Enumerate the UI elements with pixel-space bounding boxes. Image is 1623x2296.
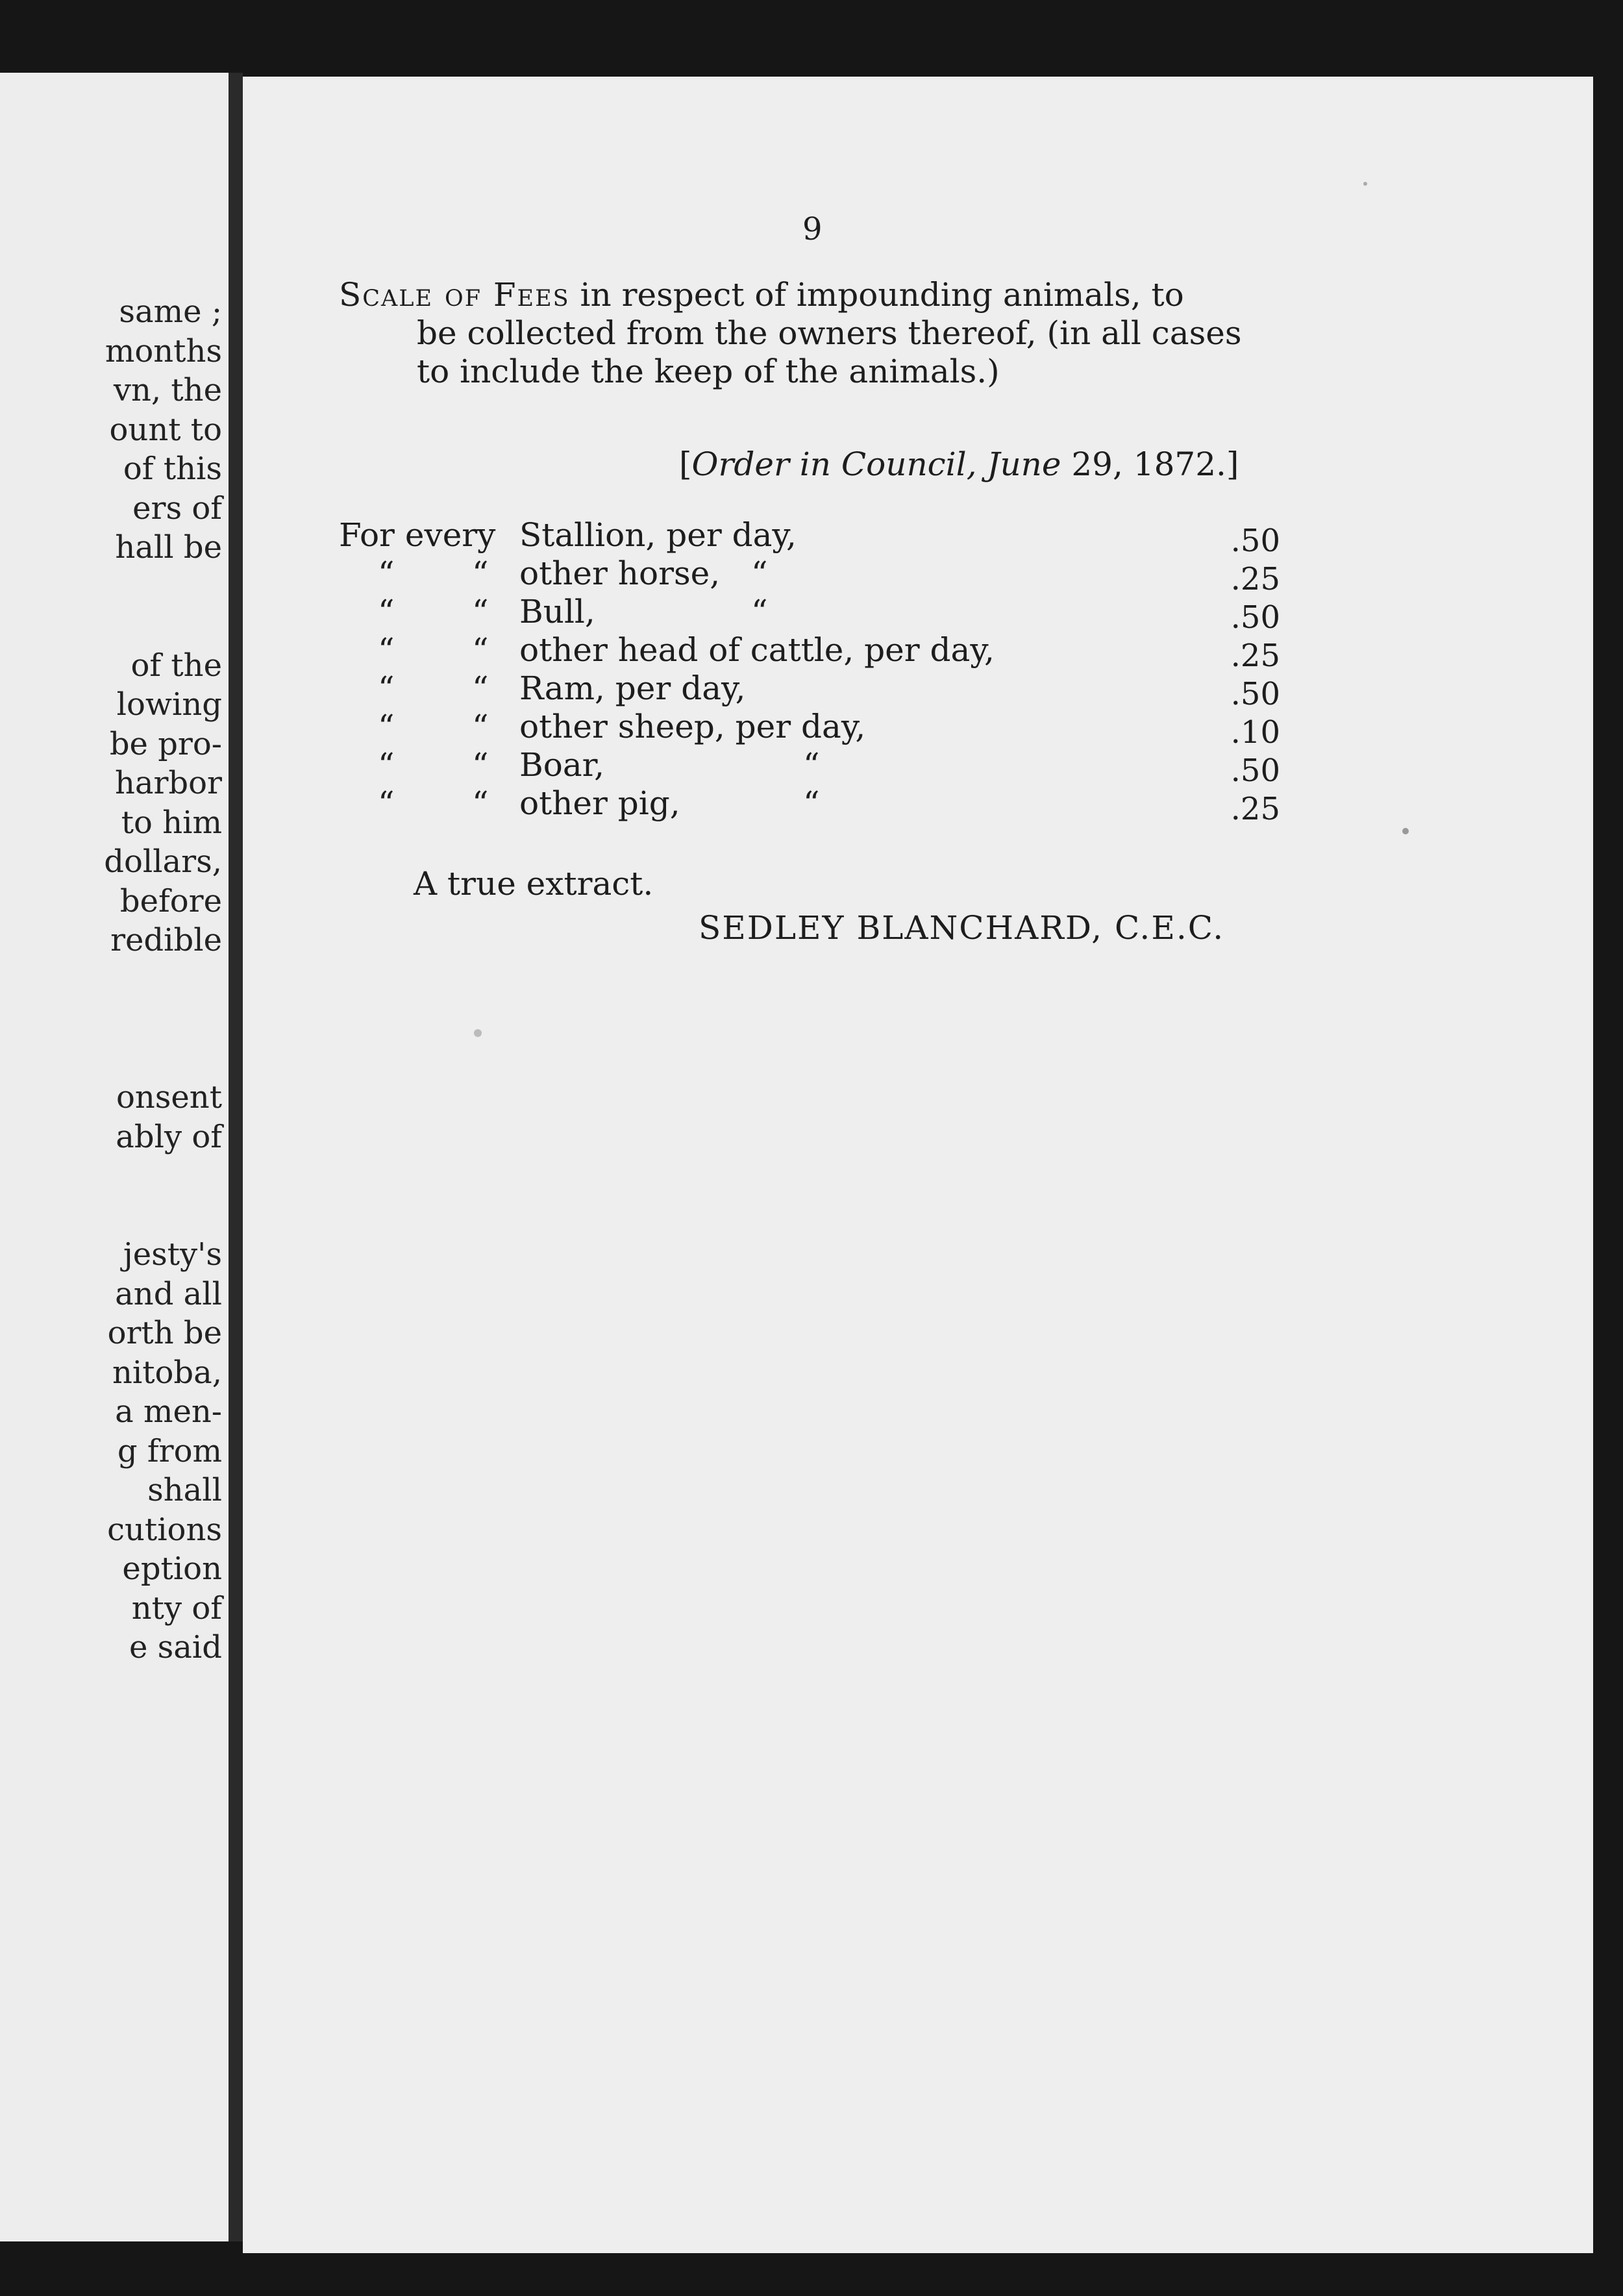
ditto-mark: “ bbox=[378, 669, 395, 707]
fee-prefix: For every bbox=[339, 516, 496, 554]
animal-description: other pig, bbox=[519, 784, 680, 822]
page bbox=[243, 77, 1593, 2253]
left-page-text-line: g from bbox=[117, 1432, 222, 1469]
fee-table bbox=[339, 516, 1280, 827]
scan-speck bbox=[1363, 182, 1367, 186]
ditto-mark: “ bbox=[378, 746, 395, 784]
ditto-mark: “ bbox=[472, 555, 489, 592]
left-page-text-line: harbor bbox=[114, 765, 222, 801]
left-page-text-line: same ; bbox=[119, 293, 222, 330]
heading-small-caps: Scale of Fees bbox=[339, 276, 570, 314]
left-page-text-line: before bbox=[119, 882, 222, 919]
left-page-text-line: and all bbox=[115, 1275, 222, 1312]
left-page-text-line: of this bbox=[123, 451, 222, 487]
animal-description: other horse, bbox=[519, 555, 721, 592]
scale-of-fees-heading bbox=[339, 276, 1287, 391]
page-gutter bbox=[229, 73, 243, 2241]
left-page-text-line: onsent bbox=[116, 1079, 222, 1116]
heading-line-3: to include the keep of the animals.) bbox=[417, 353, 1000, 390]
animal-description: Ram, per day, bbox=[519, 669, 746, 707]
left-page-text-line: hall be bbox=[115, 529, 222, 566]
citation-italic: Order in Council, June bbox=[691, 445, 1061, 483]
ditto-mark: “ bbox=[378, 555, 395, 592]
left-page-text-line: of the bbox=[130, 647, 222, 684]
left-page-text-line: dollars, bbox=[104, 843, 222, 880]
ditto-mark: “ bbox=[472, 784, 489, 822]
fee-amount: .25 bbox=[1230, 561, 1280, 597]
citation-open-bracket: [ bbox=[679, 445, 692, 483]
left-page-text-line: e said bbox=[129, 1629, 222, 1666]
ditto-mark: “ bbox=[472, 708, 489, 745]
fee-row bbox=[339, 555, 1280, 597]
heading-line-1-text: in respect of impounding animals, to bbox=[580, 276, 1184, 314]
ditto-mark: “ bbox=[378, 593, 395, 630]
left-page-text-line: ers of bbox=[132, 490, 222, 527]
animal-description: other head of cattle, per day, bbox=[519, 631, 995, 669]
left-page-text-line: months bbox=[105, 332, 222, 369]
left-page-text-line: eption bbox=[122, 1551, 222, 1587]
ditto-mark: “ bbox=[472, 669, 489, 707]
animal-description: Bull, bbox=[519, 593, 595, 630]
left-page-text-line: cutions bbox=[107, 1511, 222, 1548]
fee-amount: .50 bbox=[1230, 599, 1280, 636]
ditto-mark: “ bbox=[378, 631, 395, 669]
ditto-mark: “ bbox=[378, 708, 395, 745]
fee-row bbox=[339, 516, 1280, 559]
fee-row bbox=[339, 593, 1280, 636]
heading-line-1 bbox=[339, 276, 1287, 314]
left-page-text-line: nty of bbox=[131, 1590, 222, 1627]
heading-line-2: be collected from the owners thereof, (in all cases bbox=[417, 314, 1242, 352]
left-page-text-line: jesty's bbox=[123, 1236, 222, 1273]
left-page-text-line: shall bbox=[147, 1472, 222, 1508]
ditto-mark: “ bbox=[378, 784, 395, 822]
fee-row bbox=[339, 669, 1280, 712]
left-page-text-line: vn, the bbox=[113, 372, 222, 408]
animal-description: other sheep, per day, bbox=[519, 708, 866, 745]
left-page-text-line: nitoba, bbox=[112, 1354, 222, 1391]
fee-row bbox=[339, 631, 1280, 674]
scan-speck bbox=[474, 1029, 482, 1037]
signature: SEDLEY BLANCHARD, C.E.C. bbox=[699, 909, 1225, 947]
left-page-text-line: a men- bbox=[115, 1393, 222, 1430]
left-page-text-line: ount to bbox=[109, 411, 222, 448]
citation-date: 29, 1872.] bbox=[1071, 445, 1239, 483]
left-facing-page bbox=[0, 73, 229, 2241]
fee-amount: .50 bbox=[1230, 676, 1280, 712]
fee-row bbox=[339, 784, 1280, 827]
fee-amount: .25 bbox=[1230, 638, 1280, 674]
fee-amount: .50 bbox=[1230, 753, 1280, 789]
left-page-text-line: redible bbox=[110, 922, 222, 958]
trailing-ditto-mark: “ bbox=[751, 555, 768, 592]
order-in-council-citation bbox=[679, 445, 1239, 483]
ditto-mark: “ bbox=[472, 631, 489, 669]
ditto-mark: “ bbox=[472, 593, 489, 630]
trailing-ditto-mark: “ bbox=[803, 784, 820, 822]
fee-amount: .25 bbox=[1230, 791, 1280, 827]
fee-row bbox=[339, 746, 1280, 789]
trailing-ditto-mark: “ bbox=[751, 593, 768, 630]
left-page-text-line: lowing bbox=[116, 686, 222, 723]
fee-amount: .10 bbox=[1230, 714, 1280, 751]
attestation: A true extract. bbox=[414, 865, 654, 903]
animal-description: Boar, bbox=[519, 746, 604, 784]
scan-speck bbox=[1402, 828, 1409, 834]
left-page-text-line: to him bbox=[121, 804, 222, 841]
trailing-ditto-mark: “ bbox=[803, 746, 820, 784]
left-page-text-line: ably of bbox=[116, 1118, 222, 1155]
fee-amount: .50 bbox=[1230, 523, 1280, 559]
page-number: 9 bbox=[802, 211, 823, 247]
fee-row bbox=[339, 708, 1280, 751]
left-page-text-line: be pro- bbox=[109, 725, 222, 762]
left-page-text-line: orth be bbox=[107, 1315, 222, 1351]
animal-description: Stallion, per day, bbox=[519, 516, 797, 554]
ditto-mark: “ bbox=[472, 746, 489, 784]
